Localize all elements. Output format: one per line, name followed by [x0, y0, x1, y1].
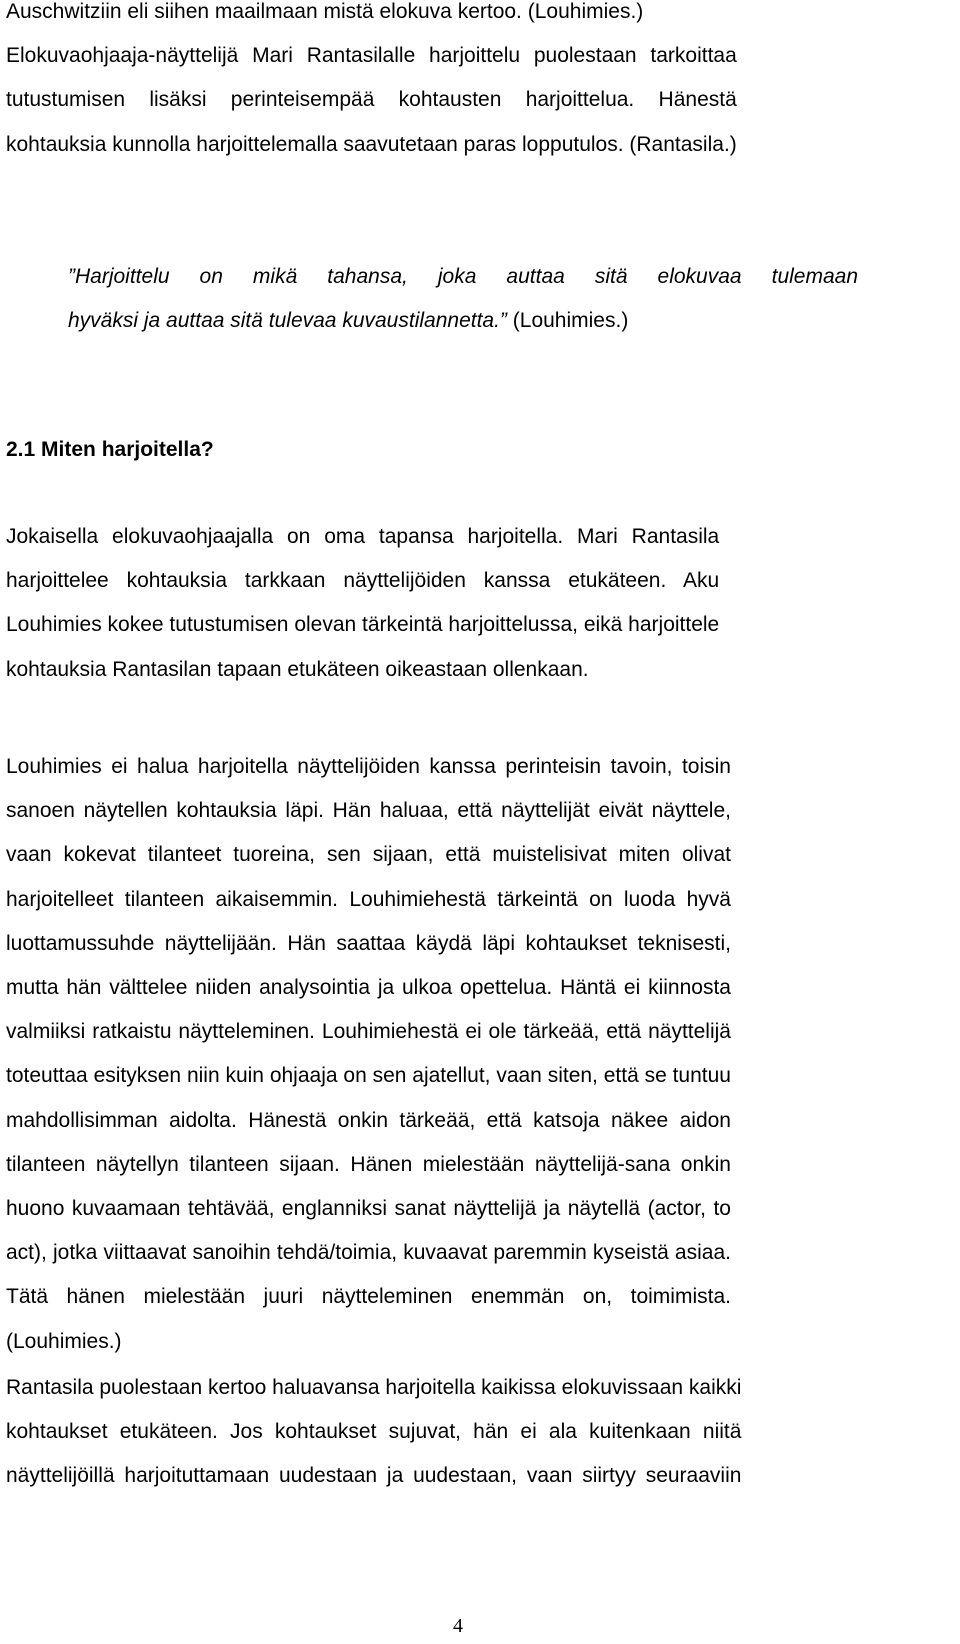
- paragraph-4-line: kohtaukset etukäteen. Jos kohtaukset sujuvat, hän ei ala kuitenkaan niitä: [6, 1420, 742, 1444]
- paragraph-3-line: valmiiksi ratkaistu näytteleminen. Louhimiehestä ei ole tärkeää, että näyttelijä: [6, 1020, 731, 1044]
- paragraph-1-line: Elokuvaohjaaja-näyttelijä Mari Rantasilalle harjoittelu puolestaan tarkoittaa: [6, 44, 737, 68]
- paragraph-4-line: näyttelijöillä harjoituttamaan uudestaan ja uudestaan, vaan siirtyy seuraaviin: [6, 1464, 742, 1488]
- paragraph-3-line: huono kuvaamaan tehtävää, englanniksi sanat näyttelijä ja näytellä (actor, to: [6, 1197, 731, 1221]
- paragraph-3-line: mutta hän välttelee niiden analysointia ja ulkoa opettelua. Häntä ei kiinnosta: [6, 976, 731, 1000]
- paragraph-1-line: Auschwitziin eli siihen maailmaan mistä elokuva kertoo. (Louhimies.): [6, 0, 644, 23]
- quote-text: hyväksi ja auttaa sitä tulevaa kuvaustilannetta.”: [68, 309, 507, 333]
- paragraph-3-line: Louhimies ei halua harjoitella näyttelijöiden kanssa perinteisin tavoin, toisin: [6, 755, 731, 778]
- section-heading: 2.1 Miten harjoitella?: [6, 438, 214, 461]
- paragraph-2-line: Louhimies kokee tutustumisen olevan tärkeintä harjoittelussa, eikä harjoittele: [6, 613, 720, 637]
- paragraph-2: [6, 515, 719, 692]
- paragraph-2-line: Jokaisella elokuvaohjaajalla on oma tapansa harjoitella. Mari Rantasila: [6, 525, 720, 548]
- paragraph-3-line: toteuttaa esityksen niin kuin ohjaaja on sen ajatellut, vaan siten, että se tuntuu: [6, 1064, 731, 1088]
- page-number: 4: [453, 1615, 463, 1637]
- paragraph-3: [6, 745, 731, 1364]
- paragraph-3-line: vaan kokevat tilanteet tuoreina, sen sijaan, että muistelisivat miten olivat: [6, 843, 731, 867]
- quote-line: ”Harjoittelu on mikä tahansa, joka auttaa sitä elokuvaa tulemaan: [68, 265, 858, 288]
- paragraph-3-line: luottamussuhde näyttelijään. Hän saattaa käydä läpi kohtaukset teknisesti,: [6, 931, 731, 955]
- paragraph-1-line: tutustumisen lisäksi perinteisempää kohtausten harjoittelua. Hänestä: [6, 88, 737, 112]
- block-quote: [68, 255, 858, 343]
- paragraph-4: [6, 1366, 741, 1499]
- paragraph-3-line: tilanteen näytellyn tilanteen sijaan. Hänen mielestään näyttelijä-sana onkin: [6, 1152, 731, 1176]
- paragraph-3-line: mahdollisimman aidolta. Hänestä onkin tärkeää, että katsoja näkee aidon: [6, 1108, 731, 1132]
- paragraph-3-line: Tätä hänen mielestään juuri näytteleminen enemmän on, toimimista.: [6, 1285, 731, 1309]
- paragraph-3-line: sanoen näytellen kohtauksia läpi. Hän haluaa, että näyttelijät eivät näyttele,: [6, 799, 731, 823]
- paragraph-1-line: kohtauksia kunnolla harjoittelemalla saavutetaan paras lopputulos. (Rantasila.): [6, 132, 737, 156]
- paragraph-3-line: harjoitelleet tilanteen aikaisemmin. Louhimiehestä tärkeintä on luoda hyvä: [6, 887, 731, 911]
- paragraph-4-line: Rantasila puolestaan kertoo haluavansa harjoitella kaikissa elokuvissaan kaikki: [6, 1376, 742, 1399]
- paragraph-3-line: act), jotka viittaavat sanoihin tehdä/toimia, kuvaavat paremmin kyseistä asiaa.: [6, 1241, 731, 1265]
- paragraph-3-line: (Louhimies.): [6, 1329, 122, 1353]
- paragraph-2-line: kohtauksia Rantasilan tapaan etukäteen oikeastaan ollenkaan.: [6, 657, 589, 681]
- paragraph-2-line: harjoittelee kohtauksia tarkkaan näyttelijöiden kanssa etukäteen. Aku: [6, 569, 720, 593]
- paragraph-1: [6, 0, 737, 167]
- quote-citation: (Louhimies.): [512, 309, 629, 333]
- quote-line-last: [68, 299, 858, 343]
